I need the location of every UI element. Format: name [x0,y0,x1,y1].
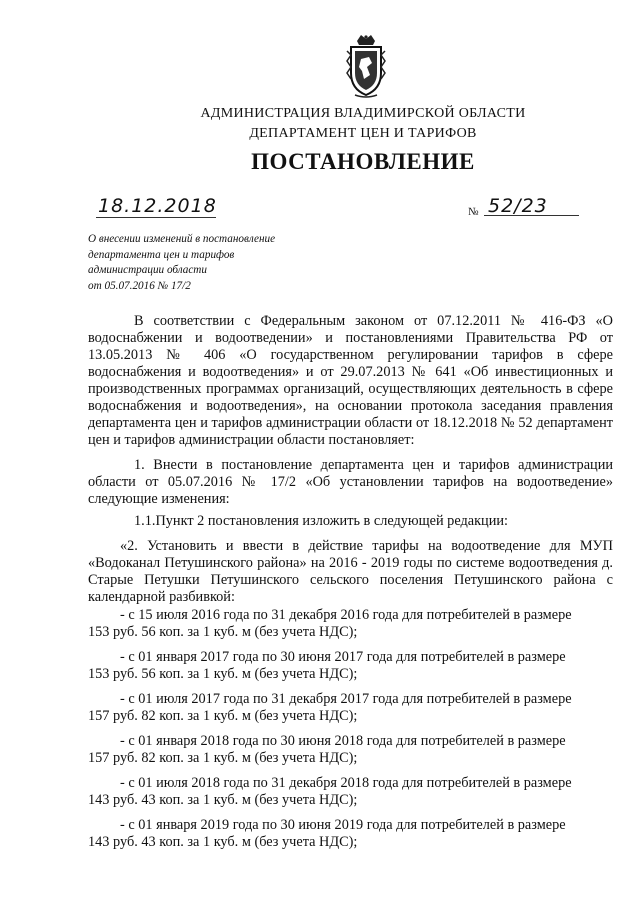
point-1-paragraph [88,457,613,508]
header-department: ДЕПАРТАМЕНТ ЦЕН И ТАРИФОВ [249,126,477,141]
preamble-text: В соответствии с Федеральным законом от 07.12.2011 № 416-ФЗ «О водоснабжении и водоотведении» и постановлениями Правительства РФ от 13.05.2013 № 406 «О государственном регулировании тарифов в сфере водоснабжения и водоотведения» и от 29.07.2013 № 641 «Об инвестиционных и производственных программах организаций, осуществляющих деятельность в сфере водоснабжения и водоотведения», на основании протокола заседания правления департамента цен и тарифов администрации области от 18.12.2018 № 52 департамент цен и тарифов администрации области постановляет: [88,313,613,448]
subject-line: департамента цен и тарифов [88,248,235,261]
subject-line: администрации области [88,264,207,276]
coat-of-arms-emblem [343,33,389,99]
tariff-item [88,817,613,851]
tariff-value: 153 руб. 56 коп. за 1 куб. м (без учета НДС); [88,666,358,682]
document-subject [88,232,328,294]
point-2-paragraph [88,538,613,606]
tariff-value: 143 руб. 43 коп. за 1 куб. м (без учета НДС); [88,834,358,850]
tariff-period: - с 15 июля 2016 года по 31 декабря 2016 года для потребителей в размере [120,607,572,623]
date-underline [96,217,216,218]
point-2-text: «2. Установить и ввести в действие тарифы на водоотведение для МУП «Водоканал Петушинского района» на 2016 - 2019 годы по системе водоотведения д. Старые Петушки Петушинского сельского поселения Петушинского района с календарной разбивкой: [88,538,613,605]
tariff-value: 153 руб. 56 коп. за 1 куб. м (без учета НДС); [88,624,358,640]
tariff-value: 143 руб. 43 коп. за 1 куб. м (без учета НДС); [88,792,358,808]
subject-line: О внесении изменений в постановление [88,233,276,245]
tariff-item [88,607,613,641]
tariff-item [88,733,613,767]
preamble-paragraph [88,313,613,449]
number-underline [484,215,579,216]
subject-line: от 05.07.2016 № 17/2 [88,279,191,292]
tariff-period: - с 01 июля 2018 года по 31 декабря 2018 года для потребителей в размере [120,775,572,791]
header-administration: АДМИНИСТРАЦИЯ ВЛАДИМИРСКОЙ ОБЛАСТИ [200,106,526,121]
tariff-period: - с 01 января 2017 года по 30 июня 2017 года для потребителей в размере [120,649,566,665]
point-1-1-text: 1.1.Пункт 2 постановления изложить в следующей редакции: [134,513,508,529]
tariff-value: 157 руб. 82 коп. за 1 куб. м (без учета НДС); [88,708,358,724]
point-1-text: 1. Внести в постановление департамента цен и тарифов администрации области от 05.07.2016 № 17/2 «Об установлении тарифов на водоотведение» следующие изменения: [88,457,613,507]
tariff-period: - с 01 января 2019 года по 30 июня 2019 года для потребителей в размере [120,817,566,833]
number-sign: № [468,206,479,218]
document-number: 52/23 [488,195,548,217]
document-title: ПОСТАНОВЛЕНИЕ [251,149,475,174]
tariff-item [88,649,613,683]
tariff-list [88,607,613,859]
tariff-item [88,691,613,725]
tariff-period: - с 01 января 2018 года по 30 июня 2018 года для потребителей в размере [120,733,566,749]
tariff-period: - с 01 июля 2017 года по 31 декабря 2017 года для потребителей в размере [120,691,572,707]
point-1-1-paragraph [88,513,613,530]
tariff-item [88,775,613,809]
tariff-value: 157 руб. 82 коп. за 1 куб. м (без учета НДС); [88,750,358,766]
document-date: 18.12.2018 [98,195,217,217]
